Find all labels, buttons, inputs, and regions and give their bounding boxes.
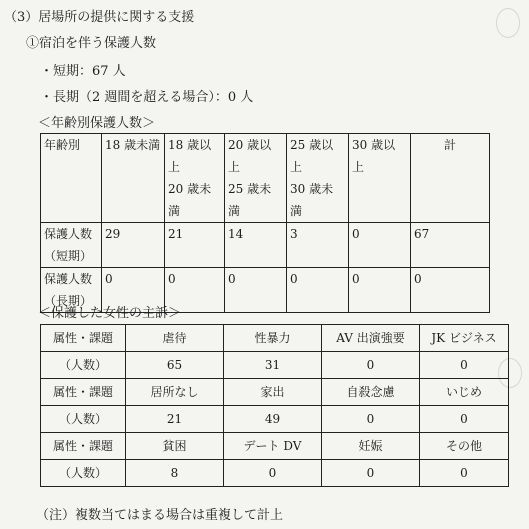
- complaint-table: [40, 324, 509, 487]
- table-cell: 21: [126, 406, 224, 433]
- table-cell: 3: [287, 223, 349, 268]
- table-cell: 0: [349, 223, 411, 268]
- table-cell: （人数）: [41, 460, 126, 487]
- table-cell: 属性・課題: [41, 325, 126, 352]
- table-cell: いじめ: [420, 379, 509, 406]
- footnote: （注）複数当てはまる場合は重複して計上: [36, 508, 284, 523]
- table-row: [41, 406, 509, 433]
- table-cell: 居所なし: [126, 379, 224, 406]
- table-cell: 18 歳以上 20 歳未満: [165, 134, 225, 223]
- table-cell: 0: [322, 406, 420, 433]
- table-cell: 21: [165, 223, 225, 268]
- table-cell: 25 歳以上 30 歳未満: [287, 134, 349, 223]
- table-row: [41, 433, 509, 460]
- table-cell: 0: [411, 268, 490, 313]
- table-row: [41, 352, 509, 379]
- table-cell: 性暴力: [224, 325, 322, 352]
- table-cell: 0: [102, 268, 165, 313]
- table-cell: 65: [126, 352, 224, 379]
- table-cell: 保護人数 （短期）: [41, 223, 102, 268]
- table-cell: 貧困: [126, 433, 224, 460]
- sub-heading: ①宿泊を伴う保護人数: [26, 36, 157, 51]
- table-cell: 0: [420, 352, 509, 379]
- table-cell: 家出: [224, 379, 322, 406]
- table-cell: 49: [224, 406, 322, 433]
- table-cell: 属性・課題: [41, 433, 126, 460]
- table-cell: デート DV: [224, 433, 322, 460]
- table-cell: 0: [349, 268, 411, 313]
- table-cell: 妊娠: [322, 433, 420, 460]
- table-cell: 自殺念慮: [322, 379, 420, 406]
- table-cell: 14: [225, 223, 287, 268]
- age-table-title: ＜年齢別保護人数＞: [38, 116, 156, 131]
- table-cell: 0: [287, 268, 349, 313]
- table-cell: 年齢別: [41, 134, 102, 223]
- table-cell: 計: [411, 134, 490, 223]
- table-cell: （人数）: [41, 352, 126, 379]
- table-row: [41, 325, 509, 352]
- table-cell: JK ビジネス: [420, 325, 509, 352]
- punch-hole-top: [496, 8, 520, 38]
- table-cell: 保護人数 （長期）: [41, 268, 102, 313]
- table-cell: （人数）: [41, 406, 126, 433]
- table-cell: 0: [420, 460, 509, 487]
- table-cell: 31: [224, 352, 322, 379]
- table-cell: 属性・課題: [41, 379, 126, 406]
- table-row: [41, 460, 509, 487]
- table-row: [41, 379, 509, 406]
- section-heading: （3）居場所の提供に関する支援: [4, 10, 195, 25]
- table-cell: 0: [322, 460, 420, 487]
- table-cell: 30 歳以上: [349, 134, 411, 223]
- table-cell: 8: [126, 460, 224, 487]
- table-cell: その他: [420, 433, 509, 460]
- table-cell: 18 歳未満: [102, 134, 165, 223]
- table-cell: 虐待: [126, 325, 224, 352]
- table-cell: 20 歳以上 25 歳未満: [225, 134, 287, 223]
- table-cell: 0: [225, 268, 287, 313]
- age-table-header-row: [41, 134, 490, 223]
- table-cell: 67: [411, 223, 490, 268]
- table-cell: 0: [224, 460, 322, 487]
- age-table: [40, 133, 490, 313]
- table-cell: 29: [102, 223, 165, 268]
- table-row: [41, 223, 490, 268]
- table-cell: 0: [322, 352, 420, 379]
- table-cell: 0: [165, 268, 225, 313]
- bullet-long-term: ・長期（2 週間を超える場合）：0 人: [40, 90, 254, 105]
- bullet-short-term: ・短期：67 人: [40, 64, 126, 79]
- table-cell: AV 出演強要: [322, 325, 420, 352]
- complaint-table-title: ＜保護した女性の主訴＞: [38, 306, 182, 321]
- table-cell: 0: [420, 406, 509, 433]
